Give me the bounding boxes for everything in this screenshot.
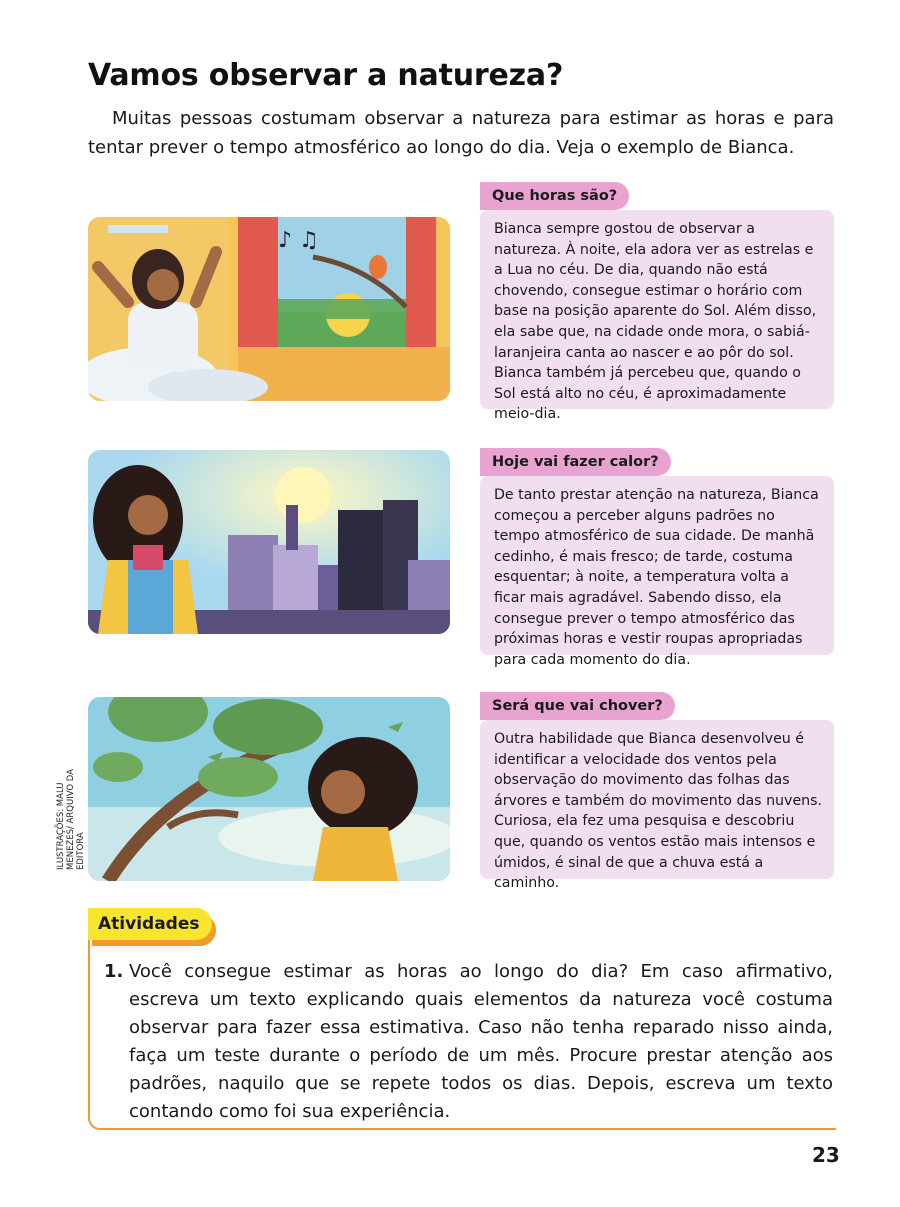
activities-label: Atividades <box>88 908 212 940</box>
section-box-que-horas <box>480 210 834 423</box>
question-text: Você consegue estimar as horas ao longo do dia? Em caso afirmativo, escreva um texto explicando quais elementos da natureza você costuma observar para fazer essa estimativa. Caso não tenha reparado nisso ainda, faça um teste durante o período de um mês. Procure prestar atenção aos padrões, naquilo que se repete todos os dias. Depois, escreva um texto contando como foi sua experiência. <box>129 961 833 1122</box>
question-number: 1. <box>104 961 124 982</box>
illustration-bianca-city <box>88 450 450 634</box>
intro-paragraph: Muitas pessoas costumam observar a natureza para estimar as horas e para tentar prever o tempo atmosférico ao longo do dia. Veja o exemplo de Bianca. <box>88 108 834 158</box>
section-box-calor <box>480 476 834 668</box>
section-text-chover: Outra habilidade que Bianca desenvolveu é identificar a velocidade dos ventos pela observação do movimento das folhas das árvores e também do movimento das nuvens. Curiosa, ela fez uma pesquisa e descobriu que, quando os ventos estão mais intensos e úmidos, é sinal de que a chuva está a caminho. <box>494 731 823 892</box>
illustration-bianca-waking <box>88 217 450 401</box>
section-tag-chover: Será que vai chover? <box>480 692 675 720</box>
section-box-chover <box>480 720 834 892</box>
section-text-que-horas: Bianca sempre gostou de observar a natureza. À noite, ela adora ver as estrelas e a Lua no céu. De dia, quando não está chovendo, consegue estimar o horário com base na posição aparente do Sol. Além disso, ela sabe que, na cidade onde mora, o sabiá-laranjeira canta ao nascer e ao pôr do sol. Bianca também já percebeu que, quando o Sol está alto no céu, é aproximadamente meio-dia. <box>494 221 817 423</box>
page-title: Vamos observar a natureza? <box>88 58 564 93</box>
section-text-calor: De tanto prestar atenção na natureza, Bianca começou a perceber alguns padrões no tempo atmosférico de sua cidade. De manhã cedinho, é mais fresco; de tarde, costuma esquentar; à noite, a temperatura volta a ficar mais agradável. Sabendo disso, ela consegue prever o tempo atmosférico das próximas horas e vestir roupas apropriadas para cada momento do dia. <box>494 487 819 668</box>
section-tag-calor: Hoje vai fazer calor? <box>480 448 671 476</box>
page-number: 23 <box>812 1143 840 1167</box>
section-tag-que-horas: Que horas são? <box>480 182 629 210</box>
illustration-credit: ILUSTRAÇÕES: MALU MENEZES/ ARQUIVO DA EDITORA <box>56 769 86 870</box>
svg-text:♪ ♫: ♪ ♫ <box>278 228 319 253</box>
illustration-bianca-wind <box>88 697 450 881</box>
